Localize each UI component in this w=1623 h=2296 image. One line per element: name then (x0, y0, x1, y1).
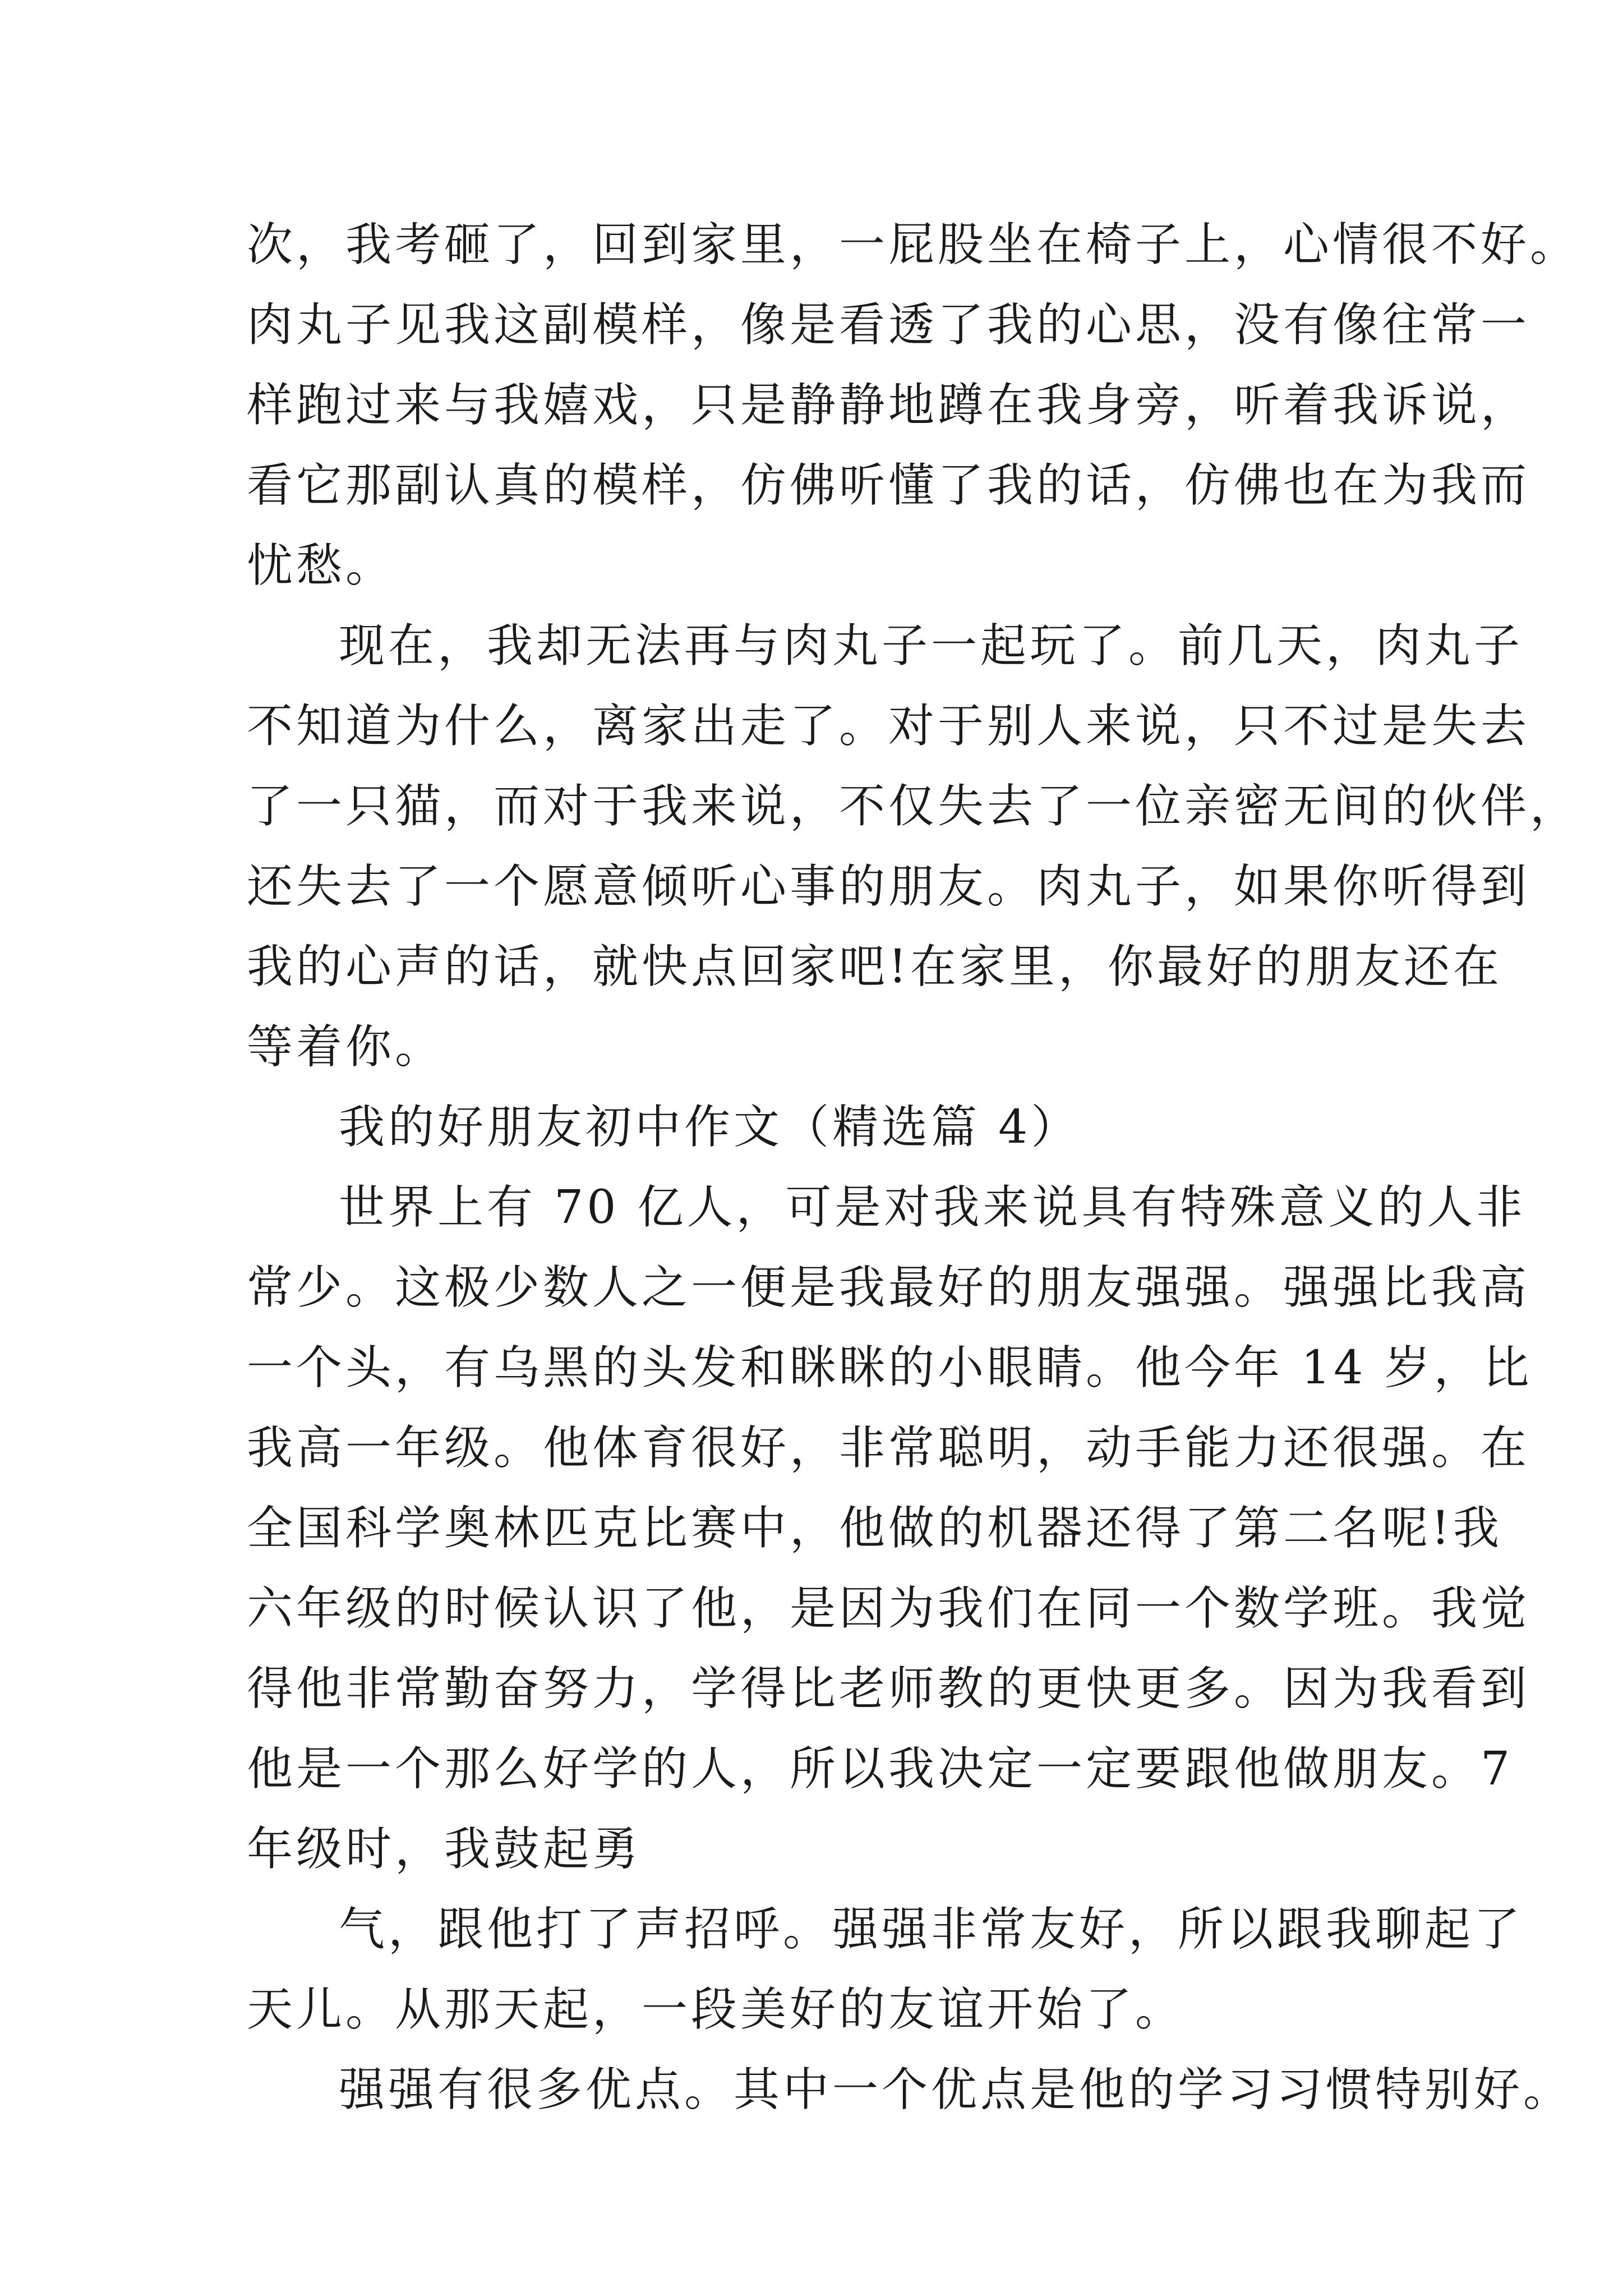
section-heading-text: 我的好朋友初中作文（精选篇 4） (339, 1101, 1081, 1154)
text-line: 常少。这极少数人之一便是我最好的朋友强强。强强比我高 (247, 1261, 1530, 1314)
paragraph-5 (247, 1889, 1524, 2050)
paragraph-6 (247, 2050, 1573, 2130)
paragraph-4 (247, 1167, 1533, 1889)
paragraph-2 (247, 606, 1580, 1087)
text-line: 世界上有 70 亿人，可是对我来说具有特殊意义的人非 (339, 1181, 1526, 1234)
text-line: 气，跟他打了声招呼。强强非常友好，所以跟我聊起了 (339, 1903, 1524, 1956)
text-line: 看它那副认真的模样，仿佛听懂了我的话，仿佛也在为我而 (247, 459, 1530, 512)
text-line: 不知道为什么，离家出走了。对于别人来说，只不过是失去 (247, 700, 1530, 753)
text-line: 等着你。 (247, 1020, 445, 1074)
text-line: 次，我考砸了，回到家里，一屁股坐在椅子上，心情很不好。 (247, 218, 1580, 272)
text-line: 天儿。从那天起，一段美好的友谊开始了。 (247, 1983, 1185, 2036)
text-line: 一个头，有乌黑的头发和眯眯的小眼睛。他今年 14 岁，比 (247, 1341, 1533, 1395)
text-line: 全国科学奥林匹克比赛中，他做的机器还得了第二名呢!我 (247, 1502, 1502, 1555)
text-line: 了一只猫，而对于我来说，不仅失去了一位亲密无间的伙伴， (247, 780, 1580, 833)
text-line: 年级时，我鼓起勇 (247, 1823, 642, 1876)
text-line: 样跑过来与我嬉戏，只是静静地蹲在我身旁，听着我诉说， (247, 379, 1530, 432)
text-line: 肉丸子见我这副模样，像是看透了我的心思，没有像往常一 (247, 298, 1530, 352)
text-line: 强强有很多优点。其中一个优点是他的学习习惯特别好。 (339, 2063, 1573, 2116)
paragraph-1 (247, 205, 1580, 606)
section-heading (247, 1087, 1391, 1167)
document-body (247, 205, 1580, 2130)
text-line: 得他非常勤奋努力，学得比老师教的更快更多。因为我看到 (247, 1662, 1530, 1715)
text-line: 我高一年级。他体育很好，非常聪明，动手能力还很强。在 (247, 1421, 1530, 1475)
text-line: 还失去了一个愿意倾听心事的朋友。肉丸子，如果你听得到 (247, 860, 1530, 913)
text-line: 他是一个那么好学的人，所以我决定一定要跟他做朋友。7 (247, 1742, 1514, 1796)
text-line: 现在，我却无法再与肉丸子一起玩了。前几天，肉丸子 (339, 619, 1524, 673)
text-line: 六年级的时候认识了他，是因为我们在同一个数学班。我觉 (247, 1582, 1530, 1635)
text-line: 我的心声的话，就快点回家吧!在家里，你最好的朋友还在 (247, 940, 1502, 993)
text-line: 忧愁。 (247, 539, 395, 592)
